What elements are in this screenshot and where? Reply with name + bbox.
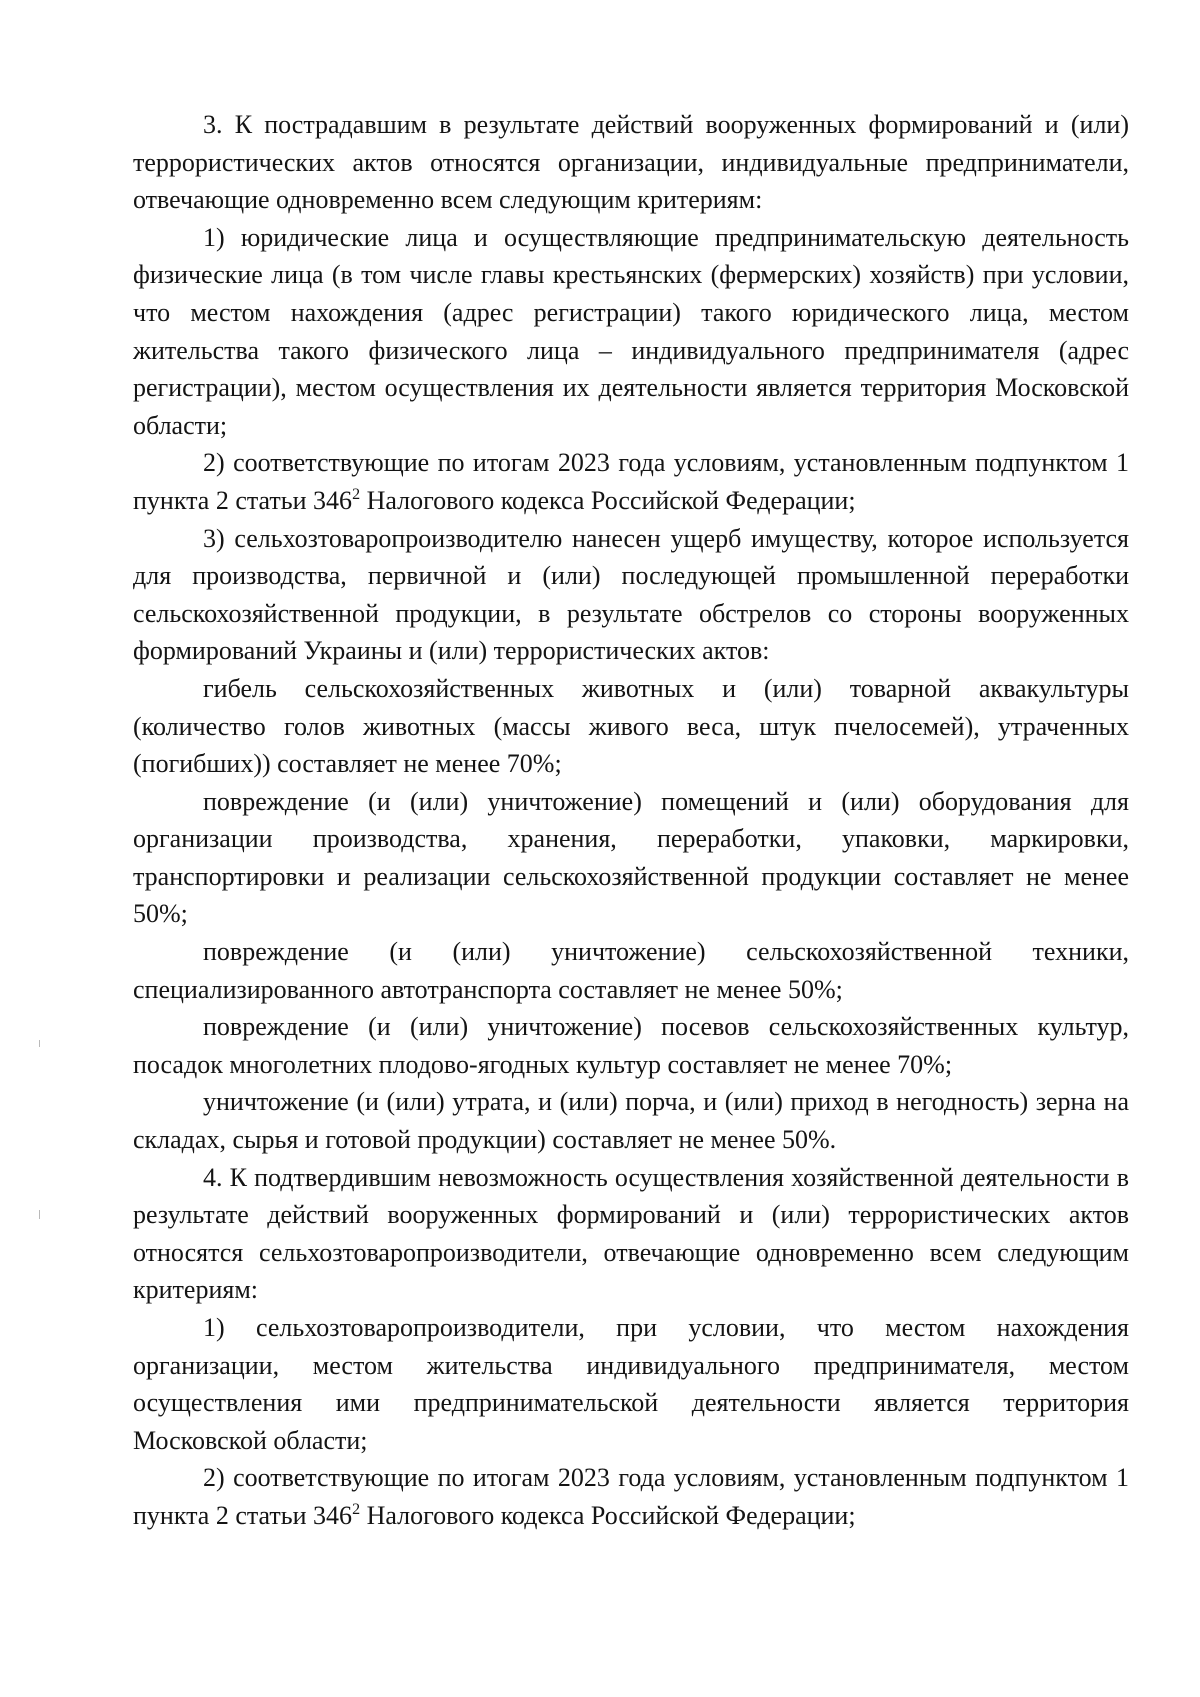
article-superscript: 2	[352, 485, 361, 503]
paragraph-damage-grain: уничтожение (и (или) утрата, и (или) порча, и (или) приход в негодность) зерна на складах, сырья и готовой продукции) составляет не менее 50%.	[133, 1087, 1129, 1155]
paragraph-criterion-4-2	[133, 1459, 1129, 1534]
criterion-text-end: Налогового кодекса Российской Федерации;	[360, 485, 856, 515]
paragraph-item-4: 4. К подтвердившим невозможность осуществления хозяйственной деятельности в результате действий вооруженных формирований и (или) террористических актов относятся сельхозтоваропроизводители, отвечающие одновременно всем следующим критериям:	[133, 1162, 1129, 1305]
paragraph-damage-premises: повреждение (и (или) уничтожение) помещений и (или) оборудования для организации производства, хранения, переработки, упаковки, маркировки, транспортировки и реализации сельскохозяйственной продукции составляет не менее 50%;	[133, 786, 1129, 929]
paragraph-criterion-3-2	[133, 444, 1129, 519]
criterion-text: 2) соответствующие по итогам 2023 года условиям, установленным подпунктом 1 пункта 2 статьи 346	[133, 1463, 1129, 1530]
paragraph-criterion-3-1: 1) юридические лица и осуществляющие предпринимательскую деятельность физические лица (в том числе главы крестьянских (фермерских) хозяйств) при условии, что местом нахождения (адрес регистрации) такого юридического лица, местом жительства такого физического лица – индивидуального предпринимателя (адрес регистрации), местом осуществления их деятельности является территория Московской области;	[133, 222, 1129, 440]
article-superscript: 2	[352, 1500, 361, 1518]
paragraph-damage-animals: гибель сельскохозяйственных животных и (или) товарной аквакультуры (количество голов животных (массы живого веса, штук пчелосемей), утраченных (погибших)) составляет не менее 70%;	[133, 673, 1129, 779]
criterion-text: 2) соответствующие по итогам 2023 года условиям, установленным подпунктом 1 пункта 2 статьи 346	[133, 448, 1129, 515]
document-page	[133, 106, 1129, 1535]
scan-artifact	[39, 1040, 40, 1047]
criterion-text-end: Налогового кодекса Российской Федерации;	[360, 1500, 856, 1530]
paragraph-item-3: 3. К пострадавшим в результате действий вооруженных формирований и (или) террористических актов относятся организации, индивидуальные предприниматели, отвечающие одновременно всем следующим критериям:	[133, 110, 1129, 215]
paragraph-criterion-4-1: 1) сельхозтоваропроизводители, при условии, что местом нахождения организации, местом жительства индивидуального предпринимателя, местом осуществления ими предпринимательской деятельности является территория Московской области;	[133, 1313, 1129, 1455]
paragraph-damage-machinery: повреждение (и (или) уничтожение) сельскохозяйственной техники, специализированного автотранспорта составляет не менее 50%;	[133, 937, 1129, 1004]
paragraph-criterion-3-3: 3) сельхозтоваропроизводителю нанесен ущерб имуществу, которое используется для производства, первичной и (или) последующей промышленной переработки сельскохозяйственной продукции, в результате обстрелов со стороны вооруженных формирований Украины и (или) террористических актов:	[133, 523, 1129, 666]
paragraph-damage-crops: повреждение (и (или) уничтожение) посевов сельскохозяйственных культур, посадок многолетних плодово-ягодных культур составляет не менее 70%;	[133, 1012, 1129, 1079]
scan-artifact	[39, 1210, 40, 1219]
